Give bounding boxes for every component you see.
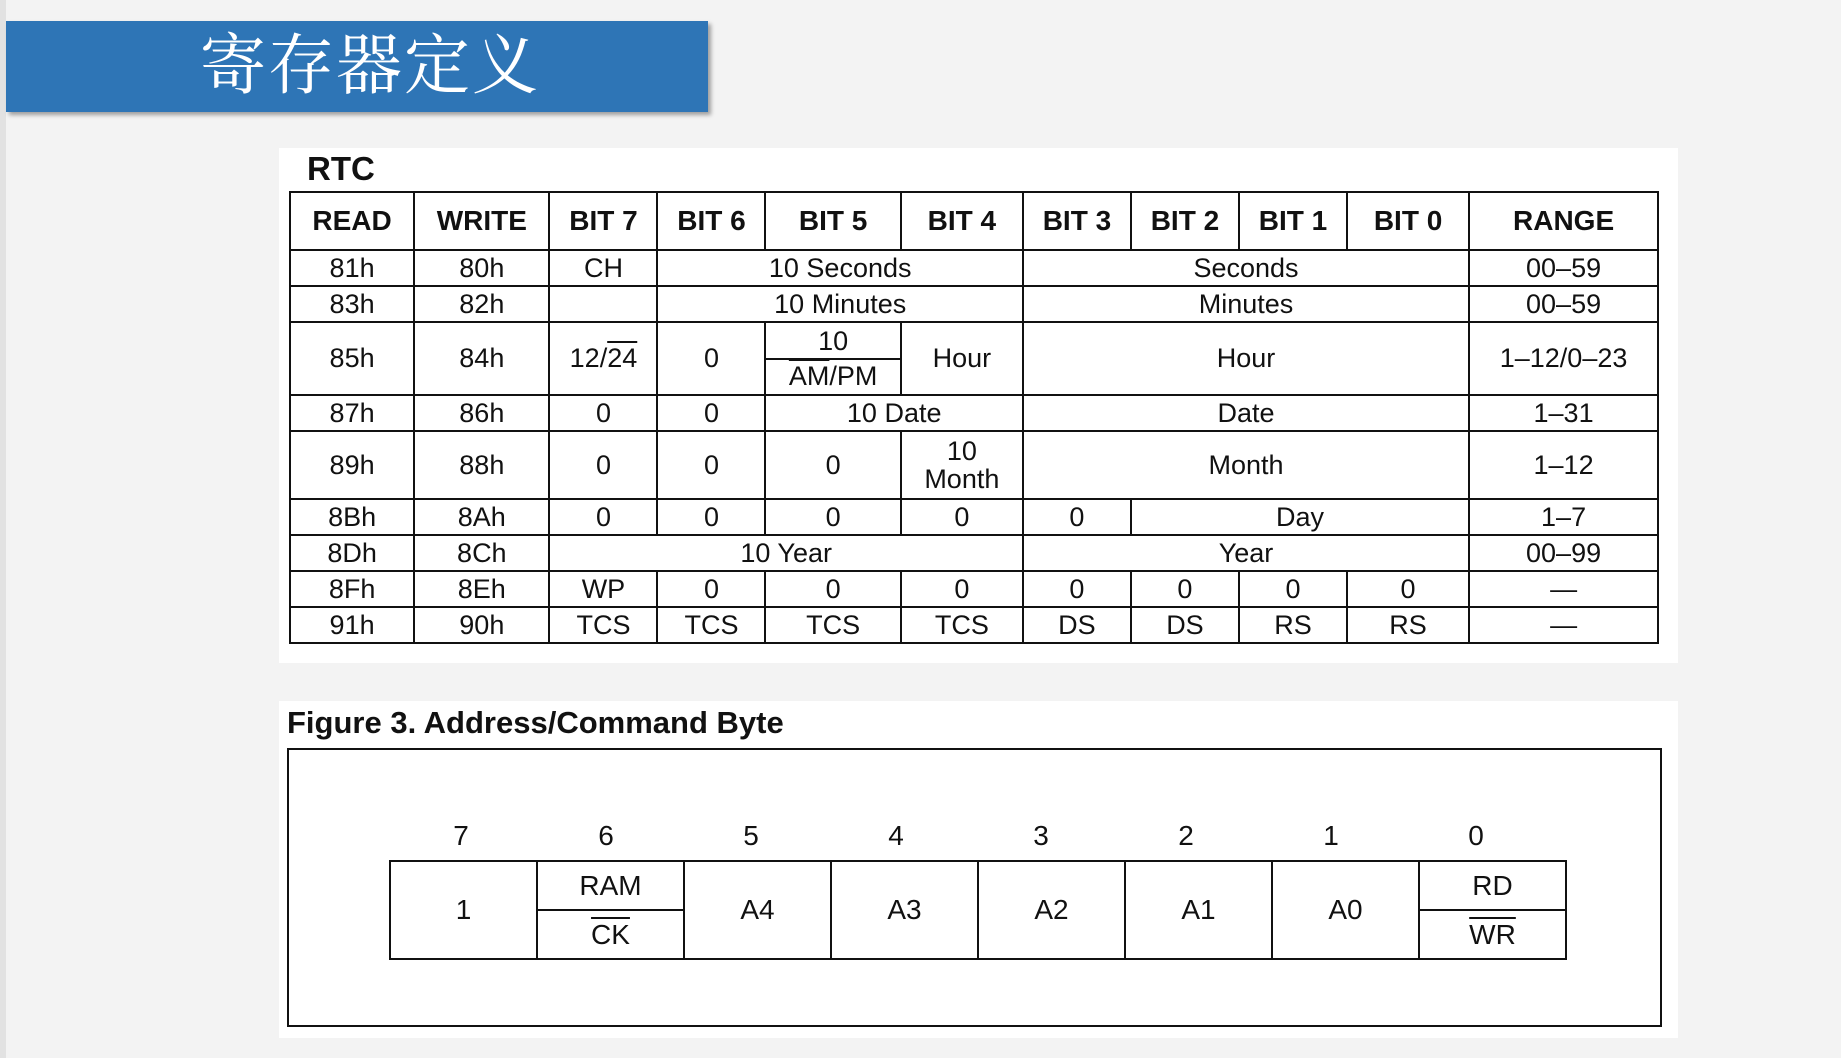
- read-address: 91h: [290, 607, 414, 643]
- split-bottom: [766, 360, 899, 390]
- bit6-cell: 0: [657, 431, 765, 499]
- command-bit-3: A2: [977, 860, 1126, 960]
- rd-label: RD: [1420, 862, 1565, 911]
- header-write: WRITE: [414, 192, 549, 250]
- bit5-cell: 0: [765, 499, 900, 535]
- rtc-heading: RTC: [307, 150, 375, 187]
- units-field: Seconds: [1023, 250, 1469, 286]
- header-bit5: BIT 5: [765, 192, 900, 250]
- bit0-cell: RS: [1347, 607, 1469, 643]
- write-address: 86h: [414, 395, 549, 431]
- table-row-control: [290, 571, 1658, 607]
- read-address: 83h: [290, 286, 414, 322]
- ten-month-line1: 10: [946, 435, 977, 466]
- bit-number-7: 7: [453, 820, 469, 851]
- range-cell: 00–59: [1469, 286, 1658, 322]
- read-address: 87h: [290, 395, 414, 431]
- units-field: Year: [1023, 535, 1469, 571]
- table-row-minutes: [290, 286, 1658, 322]
- command-bit-4: A3: [830, 860, 979, 960]
- rtc-register-table: [289, 191, 1659, 644]
- header-bit7: BIT 7: [549, 192, 657, 250]
- am-overline: $\overline{AM}$: [788, 360, 830, 391]
- split-top: 10: [766, 327, 899, 359]
- bit6-cell: 0: [657, 395, 765, 431]
- command-bit-0: [1418, 860, 1567, 960]
- write-address: 90h: [414, 607, 549, 643]
- ck-label: [538, 911, 683, 958]
- bit-number-0: 0: [1468, 820, 1484, 851]
- read-address: 8Fh: [290, 571, 414, 607]
- bit4-cell: 0: [901, 499, 1023, 535]
- slide-left-border: [0, 0, 6, 1058]
- tens-field: 10 Seconds: [657, 250, 1022, 286]
- bit7-cell: [549, 286, 657, 322]
- wr-overline: $\overline{WR}$: [1469, 918, 1516, 950]
- bit3-cell: 0: [1023, 571, 1131, 607]
- command-bit-5: A4: [683, 860, 832, 960]
- bit1-cell: 0: [1239, 571, 1347, 607]
- bit-number-2: 2: [1178, 820, 1194, 851]
- bit5-cell: 0: [765, 431, 900, 499]
- table-row-year: [290, 535, 1658, 571]
- range-cell: —: [1469, 607, 1658, 643]
- bit6-cell: 0: [657, 322, 765, 395]
- bit7-cell: CH: [549, 250, 657, 286]
- read-address: 8Dh: [290, 535, 414, 571]
- range-cell: 1–12: [1469, 431, 1658, 499]
- header-read: READ: [290, 192, 414, 250]
- bit5-cell: TCS: [765, 607, 900, 643]
- bit7-cell: TCS: [549, 607, 657, 643]
- read-address: 8Bh: [290, 499, 414, 535]
- read-address: 89h: [290, 431, 414, 499]
- bit5-cell: 0: [765, 571, 900, 607]
- wr-label: [1420, 911, 1565, 958]
- bit4-cell: TCS: [901, 607, 1023, 643]
- table-header-row: [290, 192, 1658, 250]
- header-bit2: BIT 2: [1131, 192, 1239, 250]
- read-address: 85h: [290, 322, 414, 395]
- write-address: 84h: [414, 322, 549, 395]
- bit7-cell: 0: [549, 499, 657, 535]
- write-address: 8Eh: [414, 571, 549, 607]
- write-address: 8Ah: [414, 499, 549, 535]
- ram-label: RAM: [538, 862, 683, 911]
- range-cell: 00–59: [1469, 250, 1658, 286]
- bit6-cell: 0: [657, 499, 765, 535]
- ten-month-line2: Month: [924, 464, 1000, 494]
- bit-number-1: 1: [1323, 820, 1339, 851]
- table-row-date: [290, 395, 1658, 431]
- bit-number-6: 6: [598, 820, 614, 851]
- ck-overline: $\overline{CK}$: [591, 918, 630, 950]
- command-byte-row: [389, 860, 1567, 956]
- units-field: Date: [1023, 395, 1469, 431]
- header-bit6: BIT 6: [657, 192, 765, 250]
- tens-field: 10 Minutes: [657, 286, 1022, 322]
- header-range: RANGE: [1469, 192, 1658, 250]
- write-address: 82h: [414, 286, 549, 322]
- figure-caption: Figure 3. Address/Command Byte: [287, 705, 784, 740]
- bit6-cell: 0: [657, 571, 765, 607]
- bit5-cell: [765, 322, 900, 395]
- range-cell: 1–7: [1469, 499, 1658, 535]
- mode-prefix: 12/: [569, 343, 608, 374]
- split-cell: [766, 327, 899, 390]
- bit7-cell: 0: [549, 395, 657, 431]
- header-bit4: BIT 4: [901, 192, 1023, 250]
- tens-field: 10 Year: [549, 535, 1022, 571]
- bit3-cell: DS: [1023, 607, 1131, 643]
- tens-field: 10 Date: [765, 395, 1022, 431]
- command-bit-2: A1: [1124, 860, 1273, 960]
- table-row-month: [290, 431, 1658, 499]
- units-field: Month: [1023, 431, 1469, 499]
- bit4-cell: Hour: [901, 322, 1023, 395]
- write-address: 80h: [414, 250, 549, 286]
- command-bit-7: 1: [389, 860, 538, 960]
- range-cell: —: [1469, 571, 1658, 607]
- table-row-charger: [290, 607, 1658, 643]
- bit2-cell: 0: [1131, 571, 1239, 607]
- mode-24-overline: 24: [607, 343, 638, 374]
- bit-number-4: 4: [888, 820, 904, 851]
- header-bit1: BIT 1: [1239, 192, 1347, 250]
- units-field: Hour: [1023, 322, 1469, 395]
- bit-number-5: 5: [743, 820, 759, 851]
- bit4-cell: 0: [901, 571, 1023, 607]
- range-cell: 00–99: [1469, 535, 1658, 571]
- command-bit-1: A0: [1271, 860, 1420, 960]
- header-bit3: BIT 3: [1023, 192, 1131, 250]
- write-address: 88h: [414, 431, 549, 499]
- range-cell: 1–12/0–23: [1469, 322, 1658, 395]
- bit-number-3: 3: [1033, 820, 1049, 851]
- table-row-seconds: [290, 250, 1658, 286]
- bit2-cell: DS: [1131, 607, 1239, 643]
- command-bit-6: [536, 860, 685, 960]
- bit0-cell: 0: [1347, 571, 1469, 607]
- read-address: 81h: [290, 250, 414, 286]
- bit6-cell: TCS: [657, 607, 765, 643]
- slide-title: 寄存器定义: [200, 27, 540, 104]
- pm-text: /PM: [829, 360, 878, 391]
- bit7-cell: [549, 322, 657, 395]
- write-address: 8Ch: [414, 535, 549, 571]
- bit7-cell: 0: [549, 431, 657, 499]
- header-bit0: BIT 0: [1347, 192, 1469, 250]
- units-field: Day: [1131, 499, 1469, 535]
- title-banner: [6, 21, 708, 112]
- table-row-hours: [290, 322, 1658, 395]
- units-field: Minutes: [1023, 286, 1469, 322]
- bit7-cell: WP: [549, 571, 657, 607]
- bit1-cell: RS: [1239, 607, 1347, 643]
- bit4-cell: [901, 431, 1023, 499]
- bit3-cell: 0: [1023, 499, 1131, 535]
- range-cell: 1–31: [1469, 395, 1658, 431]
- table-row-day: [290, 499, 1658, 535]
